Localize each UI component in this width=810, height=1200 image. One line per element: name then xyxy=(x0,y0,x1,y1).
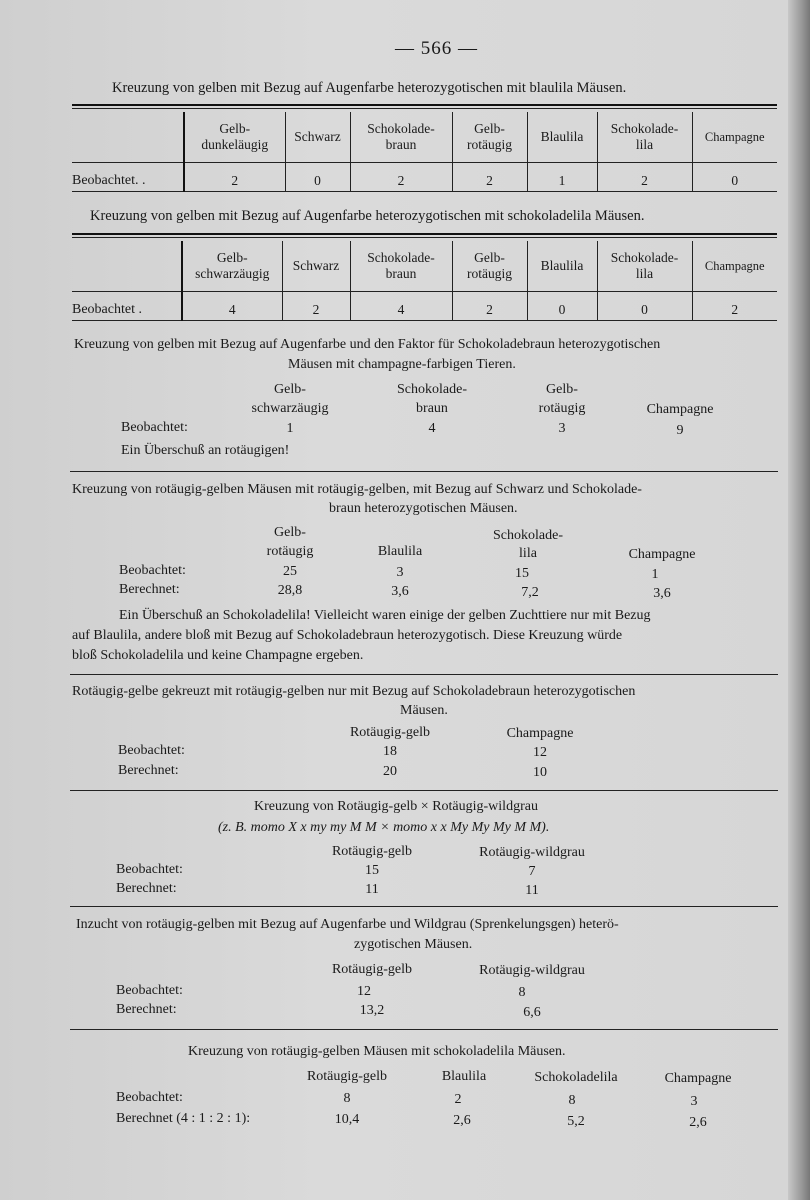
column-header: rotäugig xyxy=(538,401,586,416)
column-header: Rotäugig-gelb xyxy=(331,962,413,977)
column-header: Champagne xyxy=(692,241,777,292)
table-cell: 2 xyxy=(452,163,527,192)
column-header: Rotäugig-wildgrau xyxy=(479,963,585,978)
column-header: Gelb- dunkeläugig xyxy=(184,112,285,163)
column-header: Gelb- rotäugig xyxy=(452,112,527,163)
row-label: Berechnet: xyxy=(118,763,179,778)
row-label: Berechnet: xyxy=(116,1002,177,1017)
table-cell: 8 xyxy=(568,1093,576,1108)
table-cell: 8 xyxy=(518,985,526,1000)
table-row xyxy=(72,292,777,321)
table-cell: 18 xyxy=(383,744,397,759)
row-label: Berechnet: xyxy=(119,582,180,597)
column-header: Rotäugig-gelb xyxy=(306,1069,388,1084)
row-label: Beobachtet: xyxy=(118,743,185,758)
column-header: Blaulila xyxy=(527,112,597,163)
table-cell: 0 xyxy=(692,163,777,192)
section-3-title: Kreuzung von gelben mit Bezug auf Augenfarbe und den Faktor für Schokoladebraun heterozygotischen xyxy=(74,337,661,352)
column-header: Gelb- xyxy=(274,382,306,397)
rule xyxy=(70,1029,778,1030)
table-cell: 2 xyxy=(350,163,452,192)
column-header: lila xyxy=(519,546,537,561)
section-1-title: Kreuzung von gelben mit Bezug auf Augenfarbe heterozygotischen mit blaulila Mäusen. xyxy=(112,80,627,96)
table-cell: 28,8 xyxy=(277,583,303,598)
table-cell: 7 xyxy=(528,864,536,879)
column-header: Schokolade- braun xyxy=(350,112,452,163)
table-cell: 2 xyxy=(184,163,285,192)
table-cell: 3,6 xyxy=(653,586,671,601)
table-header-row xyxy=(72,241,777,292)
section-3-title: Mäusen mit champagne-farbigen Tieren. xyxy=(288,357,516,372)
rule xyxy=(70,674,778,675)
table-cell: 20 xyxy=(383,764,397,779)
rule xyxy=(70,471,778,472)
row-label: Berechnet (4 : 1 : 2 : 1): xyxy=(116,1111,251,1126)
column-header: schwarzäugig xyxy=(251,401,329,416)
rule xyxy=(70,906,778,907)
table-cell: 11 xyxy=(365,882,379,897)
row-label: Beobachtet: xyxy=(116,1090,183,1105)
rule xyxy=(72,233,777,235)
table-cell: 11 xyxy=(525,883,539,898)
section-6-formula: (z. B. momo X x my my M M × momo x x My My My M M). xyxy=(218,820,550,835)
column-header: Schokolade- xyxy=(397,382,467,397)
table-cell: 1 xyxy=(527,163,597,192)
table-cell: 2,6 xyxy=(453,1113,471,1128)
column-header: Schokoladelila xyxy=(534,1070,618,1085)
rule xyxy=(72,108,777,109)
rule xyxy=(70,790,778,791)
table-row xyxy=(72,163,777,192)
column-header: Rotäugig-gelb xyxy=(331,844,413,859)
section-note: auf Blaulila, andere bloß mit Bezug auf Schokoladebraun heterozygotisch. Diese Kreuzung würde xyxy=(72,628,623,643)
column-header: Schwarz xyxy=(282,241,350,292)
table-cell: 1 xyxy=(651,567,659,582)
section-5-title: Mäusen. xyxy=(400,703,448,718)
column-header: Champagne xyxy=(646,402,714,417)
column-header: Gelb- schwarzäugig xyxy=(182,241,282,292)
table-cell: 15 xyxy=(365,863,379,878)
column-header: Blaulila xyxy=(441,1069,487,1084)
rule xyxy=(72,104,777,106)
table-cell: 25 xyxy=(283,564,297,579)
section-6-title: Kreuzung von Rotäugig-gelb × Rotäugig-wildgrau xyxy=(254,799,538,814)
table-cell: 8 xyxy=(343,1091,351,1106)
row-label: Berechnet: xyxy=(116,881,177,896)
column-header: Rotäugig-gelb xyxy=(349,725,431,740)
table-cell: 0 xyxy=(527,292,597,321)
table-cell: 3 xyxy=(396,565,404,580)
section-7-title: Inzucht von rotäugig-gelben mit Bezug auf Augenfarbe und Wildgrau (Sprenkelungsgen) heterö- xyxy=(76,917,619,932)
table-cell: 6,6 xyxy=(523,1005,541,1020)
section-5-title: Rotäugig-gelbe gekreuzt mit rotäugig-gelben nur mit Bezug auf Schokoladebraun heterozygotischen xyxy=(72,684,636,699)
table-cell: 13,2 xyxy=(359,1003,385,1018)
table-cell: 0 xyxy=(597,292,692,321)
section-note: Ein Überschuß an rotäugigen! xyxy=(121,443,290,458)
section-4-title: braun heterozygotischen Mäusen. xyxy=(329,501,518,516)
row-label: Beobachtet: xyxy=(121,420,188,435)
table-cell: 2 xyxy=(597,163,692,192)
table-cell: 12 xyxy=(533,745,547,760)
table-cell: 10 xyxy=(533,765,547,780)
table-cell: 3,6 xyxy=(391,584,409,599)
table-cell: 4 xyxy=(428,421,436,436)
column-header: Schokolade- xyxy=(493,528,563,543)
column-header: Schokolade- lila xyxy=(597,241,692,292)
column-header: Schokolade- lila xyxy=(597,112,692,163)
row-label: Beobachtet: xyxy=(119,563,186,578)
table-cell: 7,2 xyxy=(521,585,539,600)
table-cell: 12 xyxy=(357,984,371,999)
table-cell: 15 xyxy=(515,566,529,581)
column-header: Blaulila xyxy=(527,241,597,292)
table-cell: 10,4 xyxy=(334,1112,360,1127)
table-cell: 2,6 xyxy=(689,1115,707,1130)
column-header: Schwarz xyxy=(285,112,350,163)
table-cell: 3 xyxy=(558,421,566,436)
table-cell: 4 xyxy=(350,292,452,321)
row-label: Beobachtet . xyxy=(72,292,182,321)
page-edge-shadow xyxy=(788,0,810,1200)
section-7-title: zygotischen Mäusen. xyxy=(354,937,473,952)
table-header-row xyxy=(72,112,777,163)
column-header: Blaulila xyxy=(377,544,423,559)
table-cell: 3 xyxy=(690,1094,698,1109)
table-cell: 5,2 xyxy=(567,1114,585,1129)
table-cell: 2 xyxy=(452,292,527,321)
table-cell: 4 xyxy=(182,292,282,321)
section-note: bloß Schokoladelila und keine Champagne ergeben. xyxy=(72,648,364,663)
column-header: Schokolade- braun xyxy=(350,241,452,292)
column-header: braun xyxy=(416,401,448,416)
table-cell: 2 xyxy=(454,1092,462,1107)
row-label: Beobachtet. . xyxy=(72,163,184,192)
column-header: Champagne xyxy=(506,726,574,741)
column-header: Champagne xyxy=(628,547,696,562)
column-header: rotäugig xyxy=(266,544,314,559)
table-cell: 1 xyxy=(286,421,294,436)
row-label: Beobachtet: xyxy=(116,983,183,998)
section-1-table xyxy=(72,112,777,192)
section-2-title: Kreuzung von gelben mit Bezug auf Augenfarbe heterozygotischen mit schokoladelila Mäusen. xyxy=(90,208,645,224)
column-header: Gelb- xyxy=(546,382,578,397)
page-number: — 566 — xyxy=(395,38,478,59)
section-note: Ein Überschuß an Schokoladelila! Vielleicht waren einige der gelben Zuchttiere nur mit Bezug xyxy=(119,608,651,623)
table-cell: 2 xyxy=(282,292,350,321)
table-cell: 9 xyxy=(676,423,684,438)
section-2-table xyxy=(72,241,777,321)
row-label: Beobachtet: xyxy=(116,862,183,877)
table-cell: 2 xyxy=(692,292,777,321)
column-header: Champagne xyxy=(664,1071,732,1086)
rule xyxy=(72,237,777,238)
section-4-title: Kreuzung von rotäugig-gelben Mäusen mit rotäugig-gelben, mit Bezug auf Schwarz und Schokolade- xyxy=(72,482,642,497)
table-cell: 0 xyxy=(285,163,350,192)
column-header: Gelb- rotäugig xyxy=(452,241,527,292)
section-8-title: Kreuzung von rotäugig-gelben Mäusen mit schokoladelila Mäusen. xyxy=(188,1044,566,1059)
column-header: Rotäugig-wildgrau xyxy=(479,845,585,860)
column-header: Champagne xyxy=(692,112,777,163)
column-header: Gelb- xyxy=(274,525,306,540)
